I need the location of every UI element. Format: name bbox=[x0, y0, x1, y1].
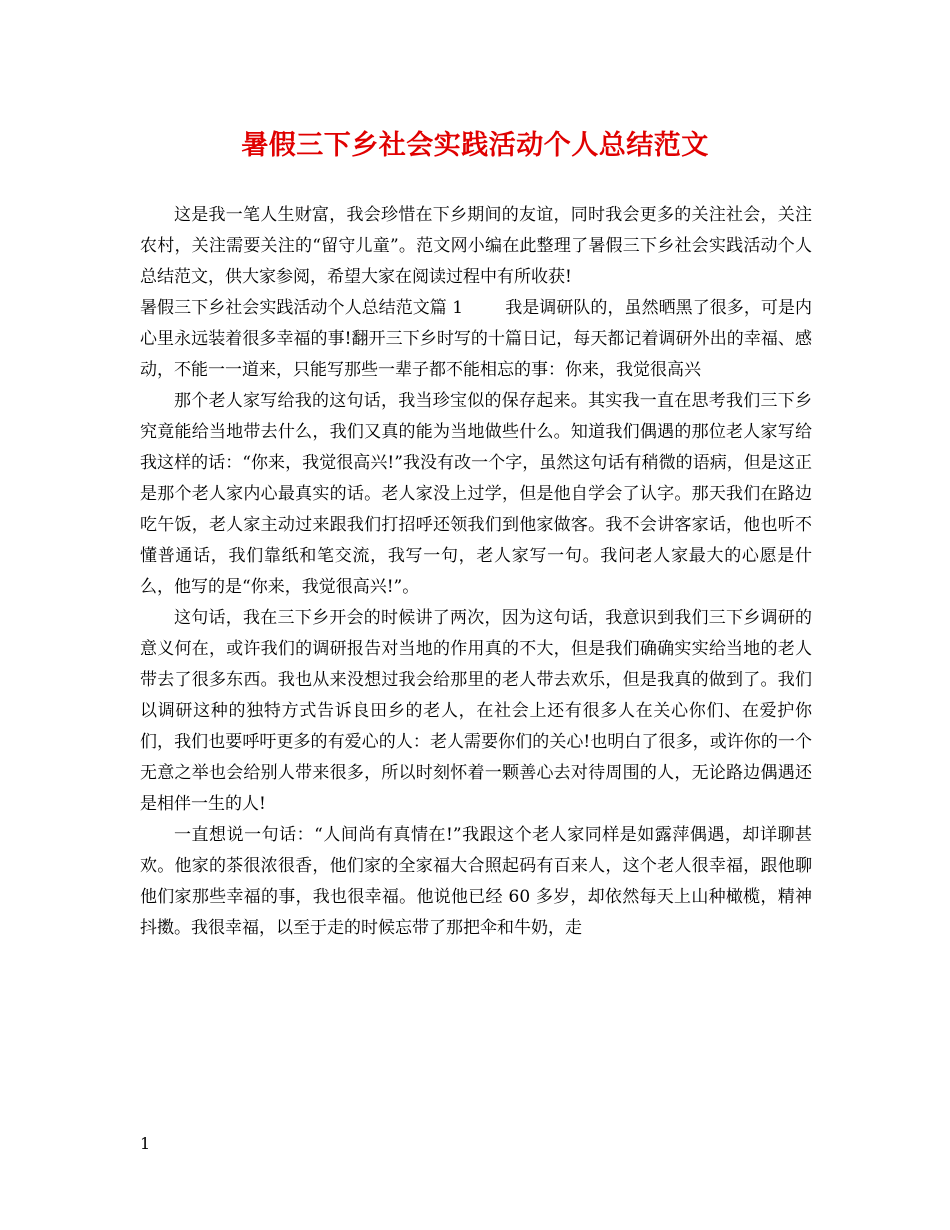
section-paragraph bbox=[140, 293, 812, 386]
document-body bbox=[140, 200, 812, 944]
page-number: 1 bbox=[140, 1134, 151, 1153]
body-paragraph-3: 一直想说一句话：“人间尚有真情在!”我跟这个老人家同样是如露萍偶遇，却详聊甚欢。他家的茶很浓很香，他们家的全家福大合照起码有百来人，这个老人很幸福，跟他聊他们家那些幸福的事，我也很幸福。他说他已经 60 多岁，却依然每天上山种橄榄，精神抖擞。我很幸福，以至于走的时候忘带了那把伞和牛奶，走 bbox=[140, 825, 812, 938]
section-first-paragraph: 我是调研队的，虽然晒黑了很多，可是内心里永远装着很多幸福的事!翻开三下乡时写的十篇日记，每天都记着调研外出的幸福、感动，不能一一道来，只能写那些一辈子都不能相忘的事：你来，我觉很高兴 bbox=[140, 298, 812, 380]
body-paragraph-1: 那个老人家写给我的这句话，我当珍宝似的保存起来。其实我一直在思考我们三下乡究竟能给当地带去什么，我们又真的能为当地做些什么。知道我们偶遇的那位老人家写给我这样的话：“你来，我觉很高兴!”我没有改一个字，虽然这句话有稍微的语病，但是这正是那个老人家内心最真实的话。老人家没上过学，但是他自学会了认字。那天我们在路边吃午饭，老人家主动过来跟我们打招呼还领我们到他家做客。我不会讲客家话，他也听不懂普通话，我们靠纸和笔交流，我写一句，老人家写一句。我问老人家最大的心愿是什么，他写的是“你来，我觉很高兴!”。 bbox=[140, 391, 812, 597]
intro-paragraph: 这是我一笔人生财富，我会珍惜在下乡期间的友谊，同时我会更多的关注社会，关注农村，关注需要关注的“留守儿童”。范文网小编在此整理了暑假三下乡社会实践活动个人总结范文，供大家参阅，希望大家在阅读过程中有所收获! bbox=[140, 205, 812, 287]
section-heading: 暑假三下乡社会实践活动个人总结范文篇 1 bbox=[140, 298, 464, 318]
document-title: 暑假三下乡社会实践活动个人总结范文 bbox=[241, 130, 709, 161]
body-paragraph-2: 这句话，我在三下乡开会的时候讲了两次，因为这句话，我意识到我们三下乡调研的意义何在，或许我们的调研报告对当地的作用真的不大，但是我们确确实实给当地的老人带去了很多东西。我也从来没想过我会给那里的老人带去欢乐，但是我真的做到了。我们以调研这种的独特方式告诉良田乡的老人，在社会上还有很多人在关心你们、在爱护你们，我们也要呼吁更多的有爱心的人：老人需要你们的关心!也明白了很多，或许你的一个无意之举也会给别人带来很多，所以时刻怀着一颗善心去对待周围的人，无论路边偶遇还是相伴一生的人! bbox=[140, 608, 812, 814]
